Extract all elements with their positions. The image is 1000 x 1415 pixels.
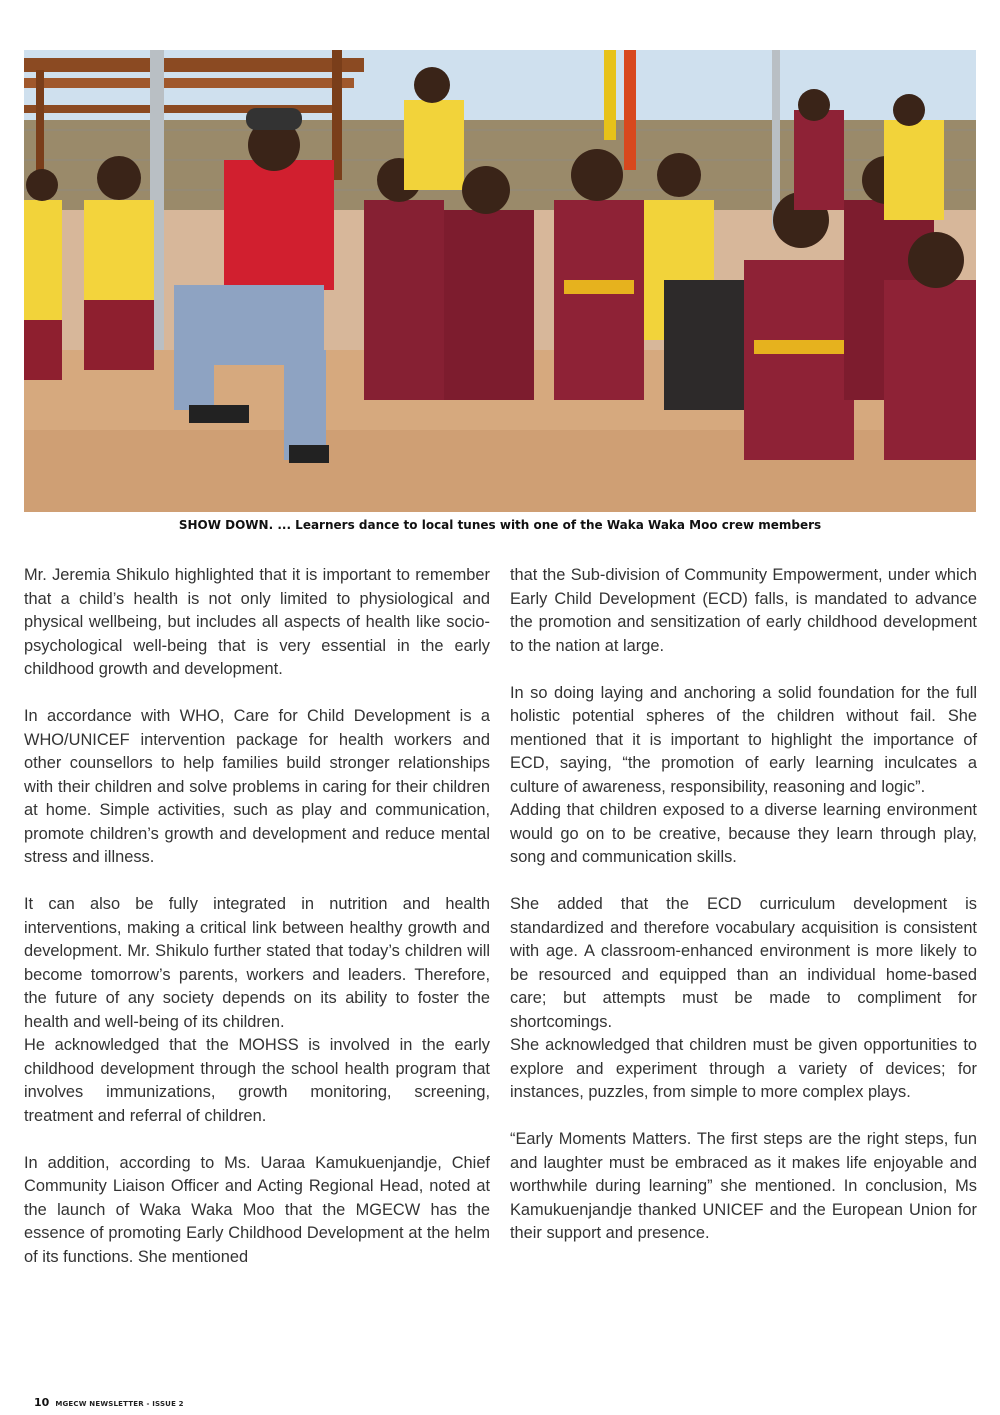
article-photo [24, 50, 976, 512]
paragraph: It can also be fully integrated in nutrition and health interventions, making a critical link between healthy growth and development. Mr. Shikulo further stated that today’s children will become tomorrow’s parents, workers and leaders. Therefore, the future of any society depends on its ability to foster the health and well-being of its children. [24, 895, 490, 1031]
paragraph: Adding that children exposed to a diverse learning environment would go on to be creative, because they learn through play, song and communication skills. [510, 801, 977, 866]
paragraph: “Early Moments Matters. The first steps are the right steps, fun and laughter must be embraced as it makes life enjoyable and worthwhile during learning” she mentioned. In conclusion, Ms Kamukuenjandje thanked UNICEF and the European Union for their support and presence. [510, 1130, 977, 1242]
paragraph: She added that the ECD curriculum development is standardized and therefore vocabulary acquisition is consistent with age. A classroom-enhanced environment is more likely to be resourced and equipped than an individual home-based care; but attempts must be made to compliment for shortcomings. [510, 895, 977, 1031]
photo-image [24, 50, 976, 512]
paragraph: In accordance with WHO, Care for Child Development is a WHO/UNICEF intervention package for health workers and other counsellors to help families build stronger relationships with their children and solve problems in caring for their children at home. Simple activities, such as play and communication, promote children’s growth and development and reduce mental stress and illness. [24, 707, 490, 866]
publication-title: MGECW NEWSLETTER - ISSUE 2 [55, 1400, 184, 1408]
paragraph: She acknowledged that children must be given opportunities to explore and experiment through a variety of devices; for instances, puzzles, from simple to more complex plays. [510, 1036, 977, 1101]
article-column-left [24, 564, 490, 1293]
paragraph: Mr. Jeremia Shikulo highlighted that it is important to remember that a child’s health is not only limited to physiological and physical wellbeing, but includes all aspects of health like socio-psychological well-being that is very essential in the early childhood growth and development. [24, 566, 490, 678]
photo-caption: SHOW DOWN. ... Learners dance to local tunes with one of the Waka Waka Moo crew members [178, 518, 822, 532]
article-column-right [510, 564, 977, 1269]
paragraph: In so doing laying and anchoring a solid foundation for the full holistic potential spheres of the children without fail. She mentioned that it is important to highlight the importance of ECD, saying, “the promotion of early learning inculcates a culture of awareness, responsibility, reasoning and logic”. [510, 683, 977, 796]
paragraph: In addition, according to Ms. Uaraa Kamukuenjandje, Chief Community Liaison Officer and Acting Regional Head, noted at the launch of Waka Waka Moo that the MGECW has the essence of promoting Early Childhood Development at the helm of its functions. She mentioned [24, 1153, 490, 1266]
page-footer [34, 1396, 184, 1409]
paragraph: He acknowledged that the MOHSS is involved in the early childhood development through the school health program that involves immunizations, growth monitoring, screening, treatment and referral of children. [24, 1036, 490, 1125]
page-number: 10 [34, 1396, 50, 1409]
paragraph: that the Sub-division of Community Empowerment, under which Early Child Development (ECD) falls, is mandated to advance the promotion and sensitization of early childhood development to the nation at large. [510, 566, 977, 655]
